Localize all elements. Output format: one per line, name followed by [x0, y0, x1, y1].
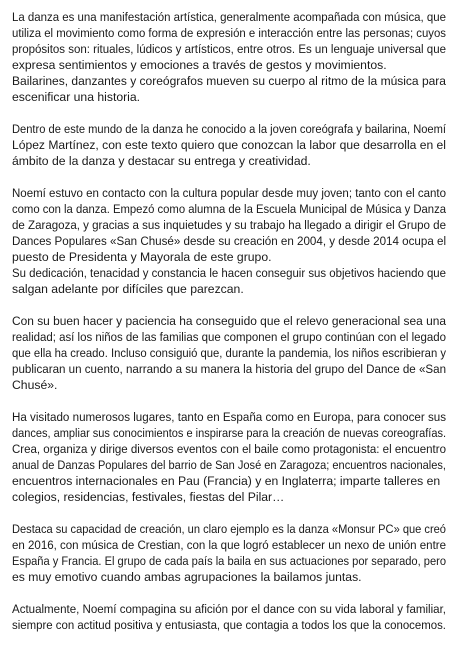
- text-line: ámbito de la danza y destacar su entrega y creatividad.: [12, 154, 311, 168]
- text-line: expresa sentimientos y emociones a través de gestos y movimientos.: [12, 58, 387, 72]
- text-line: publicaran un cuento, narrando a su manera la historia del grupo del Dance de «San: [12, 362, 447, 376]
- text-line: anual de Danzas Populares del barrio de San José en Zaragoza; encuentros nacionales,: [12, 458, 446, 472]
- text-line: Chusé».: [12, 378, 58, 392]
- text-line: La danza es una manifestación artística, generalmente acompañada con música, que: [12, 10, 447, 24]
- text-line: López Martínez, con este texto quiero que conozcan la labor que desarrolla en el: [12, 138, 446, 152]
- text-line: Noemí estuvo en contacto con la cultura popular desde muy joven; tanto con el canto: [12, 186, 446, 200]
- text-line: Bailarines, danzantes y coreógrafos mueven su cuerpo al ritmo de la música para: [12, 74, 447, 88]
- document-body: [12, 9, 447, 649]
- text-line: realidad; así los niños de las familias que componen el grupo continúan con el legado: [12, 330, 446, 344]
- paragraph-background: [12, 185, 447, 297]
- text-line: Dances Populares «San Chusé» desde su creación en 2004, y desde 2014 ocupa el: [12, 234, 447, 248]
- paragraph-intro: [12, 9, 447, 105]
- text-line: en 2016, con música de Crestian, con la que logró establecer un nexo de unión entre: [12, 538, 447, 552]
- text-line: España y Francia. El grupo de cada país la baila en sus actuaciones por separado, pero: [12, 554, 447, 568]
- text-line: Actualmente, Noemí compagina su afición por el dance con su vida laboral y familiar,: [12, 602, 447, 616]
- paragraph-conclusion: [12, 601, 447, 633]
- text-line: Crea, organiza y dirige diversos eventos con el baile como protagonista: el encuentro: [12, 442, 446, 456]
- text-line: utiliza el movimiento como forma de expresión e interacción entre las personas; cuyos: [12, 26, 446, 40]
- paragraph-legacy: [12, 313, 447, 393]
- text-line: Ha visitado numerosos lugares, tanto en España como en Europa, para conocer sus: [12, 410, 447, 424]
- text-line: colegios, residencias, festivales, fiestas del Pilar…: [12, 490, 285, 504]
- paragraph-introduction-noemi: [12, 121, 446, 169]
- text-line: salgan adelante por difíciles que parezcan.: [12, 282, 244, 296]
- text-line: Destaca su capacidad de creación, un claro ejemplo es la danza «Monsur PC» que creó: [12, 522, 446, 536]
- text-line: dances, ampliar sus conocimientos e inspirarse para la creación de nuevas coreografías.: [12, 426, 447, 440]
- text-line: propósitos son: rituales, lúdicos y artísticos, entre otros. Es un lenguaje universal que: [12, 42, 446, 56]
- text-line: puesto de Presidenta y Mayorala de este grupo.: [12, 250, 272, 264]
- text-line: Dentro de este mundo de la danza he conocido a la joven coreógrafa y bailarina, Noemí: [12, 122, 446, 136]
- text-line: de Zaragoza, y gracias a sus inquietudes y su trabajo ha llegado a dirigir el Grupo de: [12, 218, 446, 232]
- text-line: Su dedicación, tenacidad y constancia le hacen conseguir sus objetivos haciendo que: [12, 266, 447, 280]
- paragraph-creation: [12, 521, 447, 585]
- text-line: Con su buen hacer y paciencia ha conseguido que el relevo generacional sea una: [12, 314, 446, 328]
- text-line: es muy emotivo cuando ambas agrupaciones la bailamos juntas.: [12, 570, 362, 584]
- text-line: encuentros internacionales en Pau (Francia) y en Inglaterra; imparte talleres en: [12, 474, 441, 488]
- text-line: siempre con actitud positiva y entusiasta, que contagia a todos los que la conocemos.: [12, 618, 446, 632]
- paragraph-events: [12, 409, 447, 505]
- text-line: como con la danza. Empezó como alumna de la Escuela Municipal de Música y Danza: [12, 202, 447, 216]
- text-line: que ella ha creado. Incluso consiguió que, durante la pandemia, los niños escribieran y: [12, 346, 446, 360]
- text-line: escenificar una historia.: [12, 90, 141, 104]
